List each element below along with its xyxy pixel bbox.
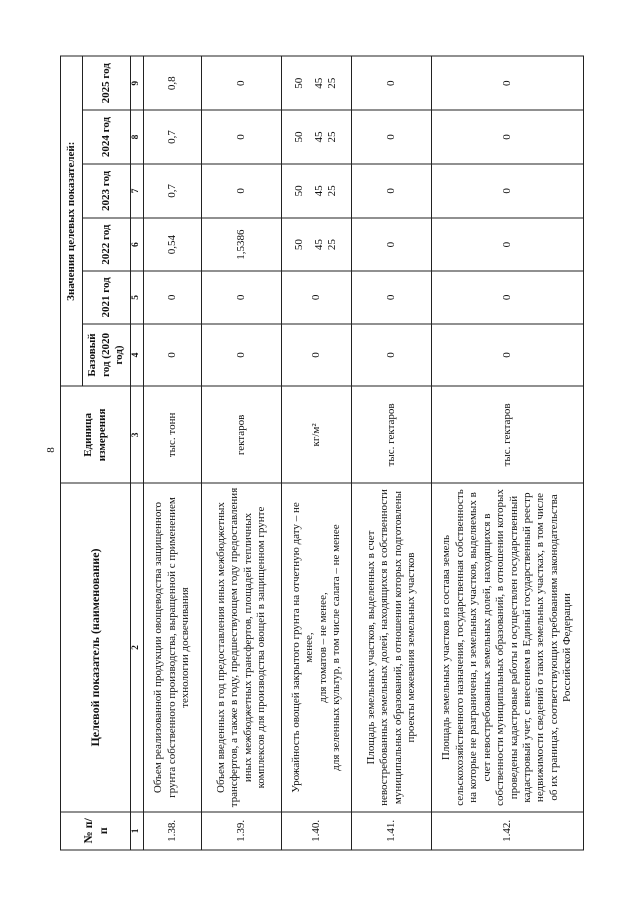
row-2022: 1,5386 xyxy=(202,218,282,271)
row-num: 1.42. xyxy=(432,811,584,849)
row-num: 1.39. xyxy=(202,811,282,849)
row-2021: 0 xyxy=(144,271,202,323)
col-index: 4 xyxy=(131,323,144,386)
row-2021: 0 xyxy=(352,271,432,323)
col-index: 7 xyxy=(131,163,144,217)
row-num: 1.40. xyxy=(282,811,352,849)
row-2022: 0,54 xyxy=(144,218,202,271)
header-unit: Единица измерения xyxy=(61,386,131,483)
row-base: 0 xyxy=(202,323,282,386)
row-2025: 0 xyxy=(352,56,432,110)
column-index-row xyxy=(131,56,144,850)
row-base: 0 xyxy=(144,323,202,386)
row-2022: 0 xyxy=(432,218,584,271)
row-num: 1.38. xyxy=(144,811,202,849)
value-line: 50 xyxy=(293,184,306,196)
row-name-line: для томатов – не менее, xyxy=(316,591,329,703)
col-index: 8 xyxy=(131,110,144,163)
row-2024 xyxy=(282,110,352,163)
row-name-line: Урожайность овощей закрытого грунта на отчетную дату – не менее, xyxy=(289,501,316,793)
row-base: 0 xyxy=(282,323,352,386)
header-2024: 2024 год xyxy=(83,110,131,163)
value-line: 50 xyxy=(293,131,306,143)
row-2025 xyxy=(282,56,352,110)
row-2023 xyxy=(282,163,352,217)
table-row xyxy=(352,56,432,850)
col-index: 1 xyxy=(131,811,144,849)
row-unit: тыс. гектаров xyxy=(352,386,432,483)
rotated-table-wrapper xyxy=(60,55,580,850)
row-2024: 0 xyxy=(352,110,432,163)
row-2023: 0 xyxy=(202,163,282,217)
header-values-group: Значения целевых показателей: xyxy=(61,56,83,386)
col-index: 3 xyxy=(131,386,144,483)
col-index: 2 xyxy=(131,483,144,811)
header-base-year: Базовый год (2020 год) xyxy=(83,323,131,386)
row-unit: тыс. тонн xyxy=(144,386,202,483)
value-line: 25 xyxy=(326,77,339,89)
row-base: 0 xyxy=(352,323,432,386)
value-line: 25 xyxy=(326,238,339,250)
table-row xyxy=(144,56,202,850)
row-2023: 0 xyxy=(432,163,584,217)
value-line: 50 xyxy=(293,238,306,250)
value-line: 45 xyxy=(312,184,325,196)
header-2023: 2023 год xyxy=(83,163,131,217)
row-unit: кг/м² xyxy=(282,386,352,483)
row-name: Площадь земельных участков, выделенных в счет невостребованных земельных долей, находящихся в собственности муниципальных образований, в отношении которых подготовлены проекты межевания земельных участков xyxy=(352,483,432,811)
table-row xyxy=(282,56,352,850)
value-line: 45 xyxy=(312,238,325,250)
row-2025: 0,8 xyxy=(144,56,202,110)
header-indicator: Целевой показатель (наименование) xyxy=(61,483,131,811)
col-index: 9 xyxy=(131,56,144,110)
row-2024: 0,7 xyxy=(144,110,202,163)
value-line: 25 xyxy=(326,184,339,196)
table-row xyxy=(432,56,584,850)
row-2024: 0 xyxy=(202,110,282,163)
header-2021: 2021 год xyxy=(83,271,131,323)
row-2025: 0 xyxy=(202,56,282,110)
value-line: 25 xyxy=(326,131,339,143)
row-2025: 0 xyxy=(432,56,584,110)
row-2022 xyxy=(282,218,352,271)
value-line: 45 xyxy=(312,131,325,143)
value-line: 50 xyxy=(293,77,306,89)
row-2021: 0 xyxy=(202,271,282,323)
page-number: 8 xyxy=(45,447,57,453)
row-2021: 0 xyxy=(432,271,584,323)
row-name: Площадь земельных участков из состава земель сельскохозяйственного назначения, государственная собственность на которые не разграничена, и земельных участков, выделяемых в счет невостребованных земельных долей, находящихся в собственности муниципальных образований, в отношении которых проведены кадастровые работы и осуществлен государственный кадастровый учет, с внесением в Единый государственный реестр недвижимости сведений о таких земельных участках, в том числе об их границах, соответствующих требованиям законодательства Российской Федерации xyxy=(432,483,584,811)
table-row xyxy=(202,56,282,850)
row-name xyxy=(282,483,352,811)
header-2022: 2022 год xyxy=(83,218,131,271)
col-index: 6 xyxy=(131,218,144,271)
row-unit: гектаров xyxy=(202,386,282,483)
row-2023: 0 xyxy=(352,163,432,217)
row-2024: 0 xyxy=(432,110,584,163)
row-name: Объем реализованной продукции овощеводства защищенного грунта собственного производства, выращенной с применением технологии досвечивания xyxy=(144,483,202,811)
row-base: 0 xyxy=(432,323,584,386)
row-2021: 0 xyxy=(282,271,352,323)
row-name-line: для зеленных культур, в том числе салата – не менее xyxy=(329,523,342,771)
col-index: 5 xyxy=(131,271,144,323)
row-unit: тыс. гектаров xyxy=(432,386,584,483)
row-num: 1.41. xyxy=(352,811,432,849)
target-indicators-table xyxy=(60,55,584,850)
header-num: № п/п xyxy=(61,811,131,849)
row-2023: 0,7 xyxy=(144,163,202,217)
value-line: 45 xyxy=(312,77,325,89)
row-2022: 0 xyxy=(352,218,432,271)
header-2025: 2025 год xyxy=(83,56,131,110)
row-name: Объем введенных в год предоставления иных межбюджетных трансфертов, а также в году, предшествующем году предоставления иных межбюджетных трансфертов, площадей тепличных комплексов для производства овощей в защищенном грунте xyxy=(202,483,282,811)
